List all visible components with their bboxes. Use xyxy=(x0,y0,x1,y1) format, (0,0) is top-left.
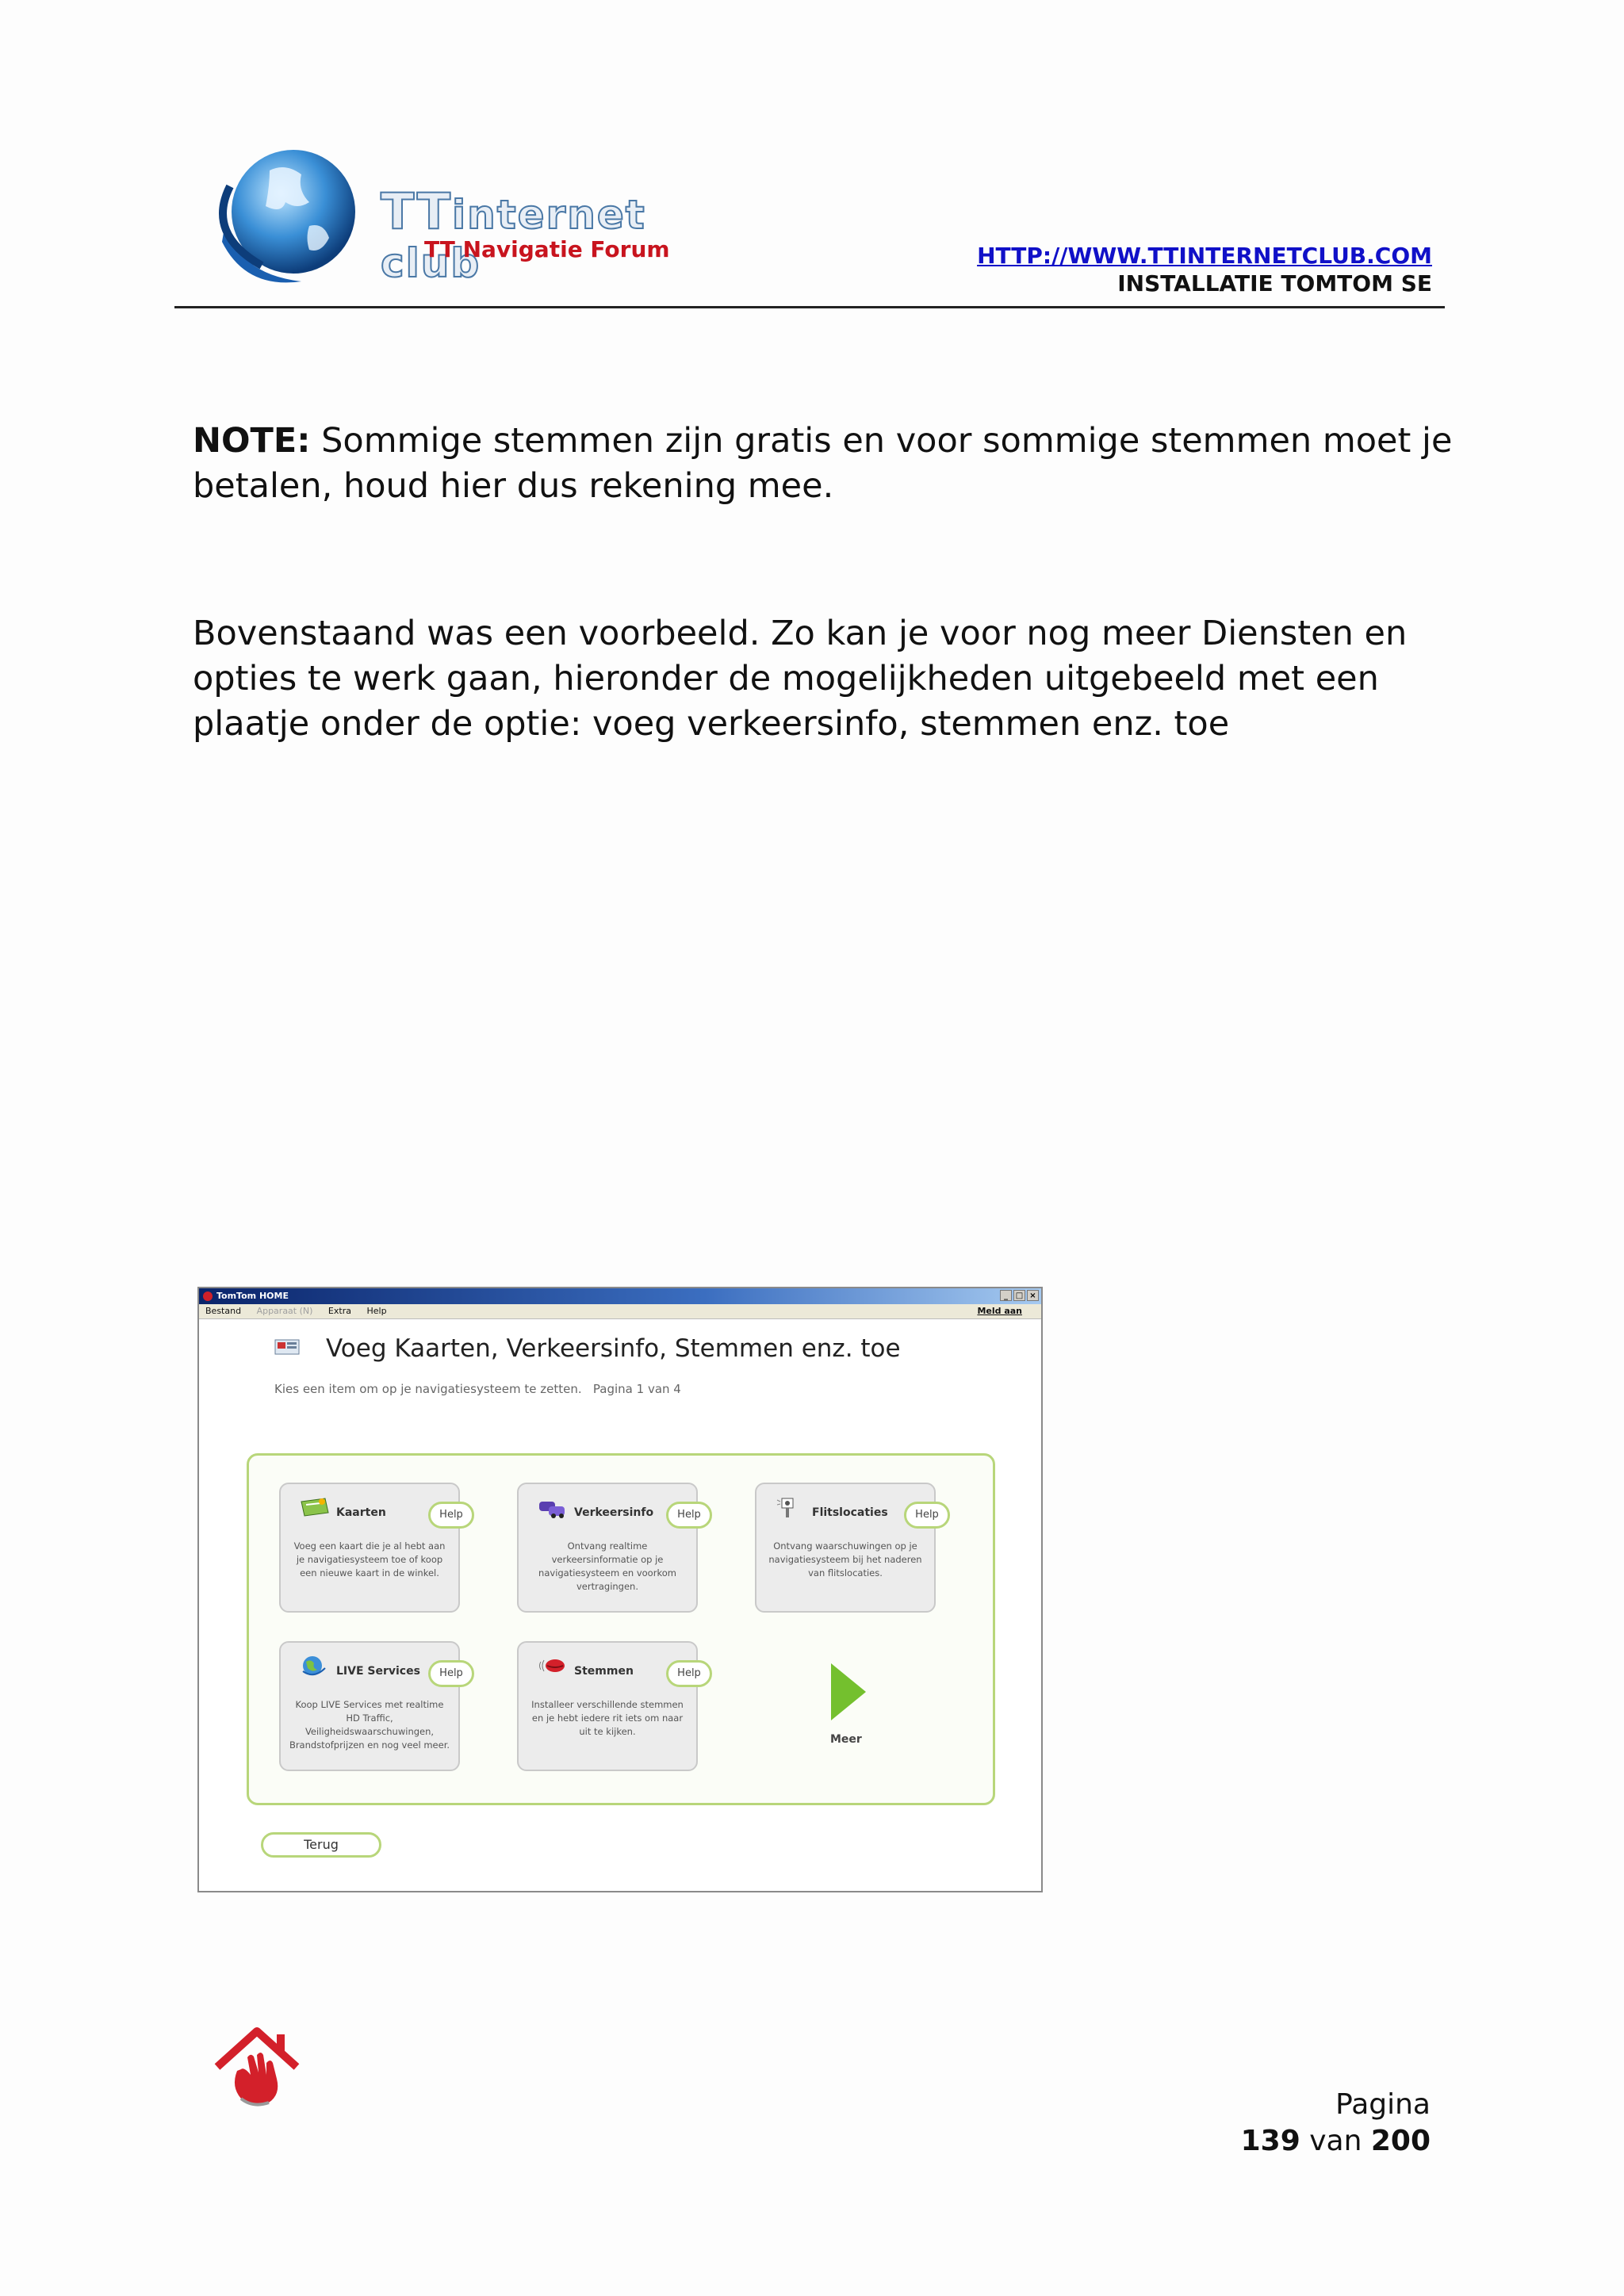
document-subtitle: INSTALLATIE TOMTOM SE xyxy=(1117,270,1432,297)
menu-help[interactable]: Help xyxy=(366,1306,387,1316)
back-button[interactable]: Terug xyxy=(261,1832,381,1858)
next-arrow-icon[interactable] xyxy=(831,1663,866,1720)
add-content-icon xyxy=(274,1337,303,1357)
van-label: van xyxy=(1309,2125,1362,2157)
meld-aan-link[interactable]: Meld aan xyxy=(977,1306,1022,1316)
tt-internet-club-logo xyxy=(214,135,690,285)
menu-apparaat[interactable]: Apparaat (N) xyxy=(256,1306,313,1316)
window-title: TomTom HOME xyxy=(216,1291,289,1301)
body-paragraph: Bovenstaand was een voorbeeld. Zo kan je voor nog meer Diensten en opties te werk gaan, hieronder de mogelijkheden uitgebeeld met een plaatje onder de optie: voeg verkeersinfo, stemmen enz. toe xyxy=(193,614,1408,744)
help-button-flitslocaties[interactable]: Help xyxy=(904,1502,950,1529)
window-titlebar xyxy=(199,1288,1041,1304)
note-text: Sommige stemmen zijn gratis en voor sommige stemmen moet je betalen, houd hier dus rekening mee. xyxy=(193,421,1453,506)
page-number xyxy=(1241,2125,1431,2157)
globe-icon xyxy=(298,1654,330,1678)
logo-wordmark: internet club xyxy=(381,192,646,286)
logo-tt-letters: TT xyxy=(381,182,453,240)
menu-bestand[interactable]: Bestand xyxy=(205,1306,242,1316)
note-label: NOTE: xyxy=(193,421,311,461)
tile-verkeersinfo-name: Verkeersinfo xyxy=(574,1506,654,1519)
globe-logo-icon xyxy=(214,139,365,289)
page-indicator: Pagina 1 van 4 xyxy=(592,1382,681,1396)
tile-verkeersinfo[interactable] xyxy=(517,1483,701,1613)
tile-stemmen[interactable] xyxy=(517,1641,701,1771)
help-button-live-services[interactable]: Help xyxy=(428,1660,474,1687)
page-subtitle xyxy=(274,1382,681,1396)
page-title: Voeg Kaarten, Verkeersinfo, Stemmen enz. toe xyxy=(326,1334,901,1363)
logo-tagline: TT Navigatie Forum xyxy=(424,236,670,262)
tile-stemmen-desc: Installeer verschillende stemmen en je hebt iedere rit iets om naar uit te kijken. xyxy=(531,1699,684,1737)
tile-kaarten-name: Kaarten xyxy=(336,1506,386,1519)
close-button[interactable]: × xyxy=(1027,1290,1039,1301)
tile-flitslocaties-name: Flitslocaties xyxy=(812,1506,888,1519)
tile-live-services-desc: Koop LIVE Services met realtime HD Traffic, Veiligheidswaarschuwingen, Brandstofprijzen en nog veel meer. xyxy=(289,1699,450,1751)
current-page: 139 xyxy=(1240,2125,1300,2157)
tomtom-logo-icon xyxy=(203,1292,213,1301)
tomtom-home-screenshot xyxy=(197,1287,1043,1892)
voice-lips-icon xyxy=(536,1654,568,1678)
tile-kaarten[interactable] xyxy=(279,1483,463,1613)
tile-stemmen-name: Stemmen xyxy=(574,1665,634,1678)
tile-flitslocaties[interactable] xyxy=(755,1483,939,1613)
note-paragraph xyxy=(193,419,1461,509)
help-button-kaarten[interactable]: Help xyxy=(428,1502,474,1529)
menu-bar xyxy=(199,1304,1041,1319)
help-button-stemmen[interactable]: Help xyxy=(666,1660,712,1687)
traffic-car-icon xyxy=(536,1495,568,1519)
header-divider xyxy=(174,306,1445,308)
site-url-link[interactable]: HTTP://WWW.TTINTERNETCLUB.COM xyxy=(977,243,1432,269)
tile-flitslocaties-desc: Ontvang waarschuwingen op je navigatiesysteem bij het naderen van flitslocaties. xyxy=(768,1540,922,1578)
tile-live-services[interactable] xyxy=(279,1641,463,1771)
total-pages: 200 xyxy=(1370,2125,1431,2157)
options-panel xyxy=(247,1453,995,1805)
minimize-button[interactable]: _ xyxy=(1000,1290,1012,1301)
tile-live-services-name: LIVE Services xyxy=(336,1665,420,1678)
page-label: Pagina xyxy=(1335,2088,1431,2121)
subtitle-text: Kies een item om op je navigatiesysteem te zetten. xyxy=(274,1382,582,1396)
home-hand-logo-icon xyxy=(209,2023,304,2118)
speed-camera-icon xyxy=(774,1495,806,1519)
help-button-verkeersinfo[interactable]: Help xyxy=(666,1502,712,1529)
tile-kaarten-desc: Voeg een kaart die je al hebt aan je navigatiesysteem toe of koop een nieuwe kaart in de winkel. xyxy=(293,1540,446,1578)
tile-verkeersinfo-desc: Ontvang realtime verkeersinformatie op je navigatiesysteem en voorkom vertragingen. xyxy=(538,1540,676,1592)
menu-extra[interactable]: Extra xyxy=(327,1306,351,1316)
map-icon xyxy=(298,1495,330,1519)
meer-label[interactable]: Meer xyxy=(830,1733,862,1746)
maximize-button[interactable]: □ xyxy=(1013,1290,1025,1301)
